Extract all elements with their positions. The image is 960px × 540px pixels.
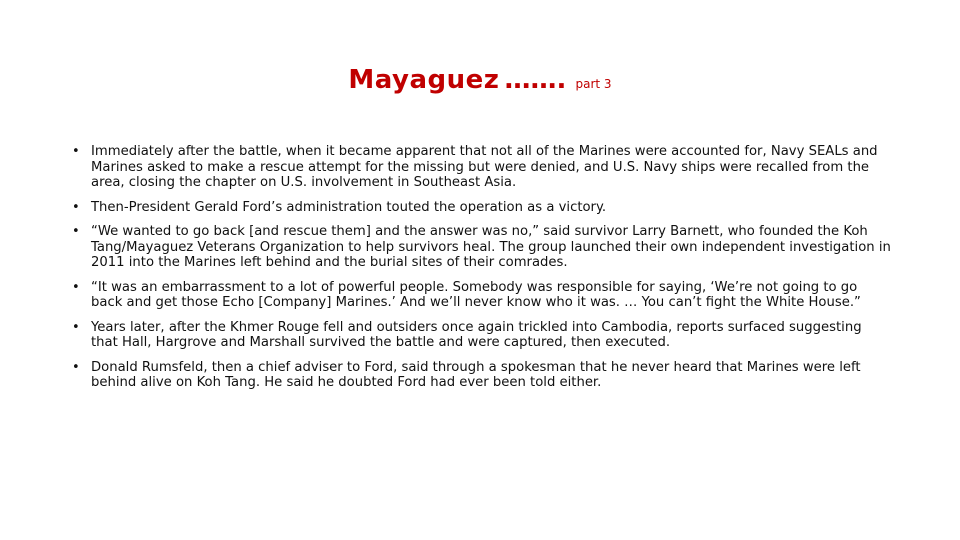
bullet-item (72, 144, 892, 191)
bullet-item (72, 320, 892, 351)
bullet-text: Immediately after the battle, when it became apparent that not all of the Marines were accounted for, Navy SEALs and Marines asked to make a rescue attempt for the missing but were denied, and U.S. Navy ships were recalled from the area, closing the chapter on U.S. involvement in Southeast Asia. (91, 144, 878, 190)
bullet-item (72, 224, 892, 271)
bullet-text: Donald Rumsfeld, then a chief adviser to Ford, said through a spokesman that he never heard that Marines were left behind alive on Koh Tang. He said he doubted Ford had ever been told either. (91, 359, 861, 390)
bullet-text: “It was an embarrassment to a lot of powerful people. Somebody was responsible for saying, ‘We’re not going to go back and get those Echo [Company] Marines.’ And we’ll never know who it was. … You can’t fight the White House.” (91, 279, 861, 310)
title-part-label: part 3 (575, 77, 612, 91)
bullet-icon: • (72, 144, 80, 159)
bullet-icon: • (72, 224, 80, 239)
bullet-text: “We wanted to go back [and rescue them] and the answer was no,” said survivor Larry Barnett, who founded the Koh Tang/Mayaguez Veterans Organization to help survivors heal. The group launched their own independent investigation in 2011 into the Marines left behind and the burial sites of their comrades. (91, 224, 891, 270)
bullet-text: Years later, after the Khmer Rouge fell and outsiders once again trickled into Cambodia, reports surfaced suggesting that Hall, Hargrove and Marshall survived the battle and were captured, then executed. (91, 319, 862, 350)
bullet-icon: • (72, 319, 80, 335)
bullet-icon: • (72, 279, 80, 295)
bullet-item (72, 200, 892, 216)
bullet-item (72, 280, 892, 311)
bullet-icon: • (72, 199, 80, 215)
bullet-text: Then-President Gerald Ford’s administration touted the operation as a victory. (91, 199, 607, 215)
bullet-item (72, 360, 892, 391)
bullet-icon: • (72, 359, 80, 375)
title-ellipsis: ……. (504, 65, 567, 95)
title-text: Mayaguez (348, 65, 500, 95)
slide-title (0, 62, 960, 102)
bullet-list (72, 144, 892, 400)
